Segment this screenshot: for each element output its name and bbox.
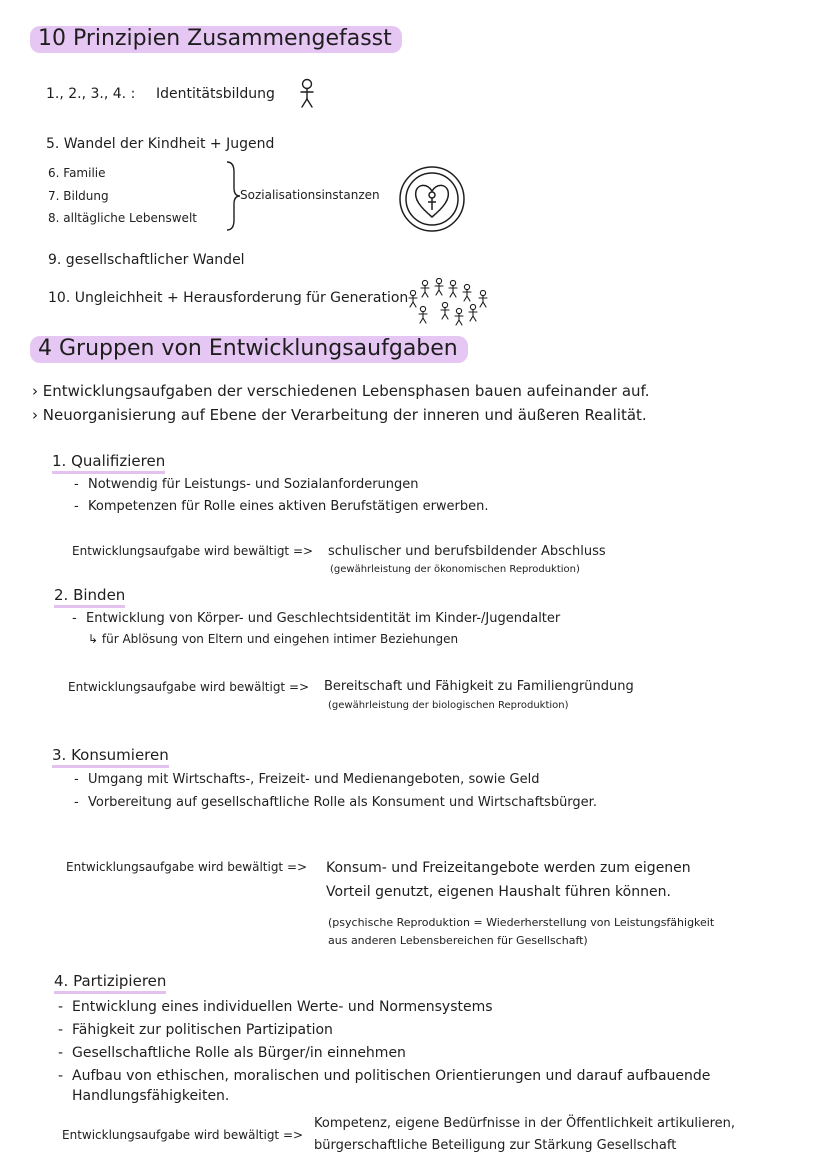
section-3-note-line-1: (psychische Reproduktion = Wiederherstellung von Leistungsfähigkeit [328, 916, 715, 929]
section-title-konsumieren: 3. Konsumieren [52, 746, 169, 768]
principle-7: 7. Bildung [48, 189, 109, 203]
section-3-result-line-2: Vorteil genutzt, eigenen Haushalt führen können. [326, 884, 671, 900]
list-item: - Notwendig für Leistungs- und Sozialanforderungen [74, 474, 489, 496]
list-item: - Vorbereitung auf gesellschaftliche Rolle als Konsument und Wirtschaftsbürger. [74, 791, 597, 814]
section-title-qualifizieren: 1. Qualifizieren [52, 452, 165, 474]
principle-8: 8. alltägliche Lebenswelt [48, 211, 197, 225]
person-icon [296, 78, 318, 110]
bracket-label: Sozialisationsinstanzen [240, 188, 380, 202]
list-item: - Umgang mit Wirtschafts-, Freizeit- und Medienangeboten, sowie Geld [74, 768, 597, 791]
section-1-note: (gewährleistung der ökonomischen Reproduktion) [330, 564, 580, 575]
principle-10: 10. Ungleichheit + Herausforderung für Generation [48, 290, 409, 306]
list-item: - Fähigkeit zur politischen Partizipation [58, 1019, 710, 1042]
principle-1-4: 1., 2., 3., 4. : [46, 86, 136, 102]
list-item: - Gesellschaftliche Rolle als Bürger/in einnehmen [58, 1042, 710, 1065]
principle-6: 6. Familie [48, 166, 106, 180]
section-3-result-line-1: Konsum- und Freizeitangebote werden zum eigenen [326, 860, 691, 876]
section-4-bullets [58, 996, 710, 1088]
section-title-partizipieren: 4. Partizipieren [54, 972, 166, 994]
section-2-sub: ↳ für Ablösung von Eltern und eingehen intimer Beziehungen [88, 632, 459, 646]
section-2-result: Bereitschaft und Fähigkeit zu Familiengründung [324, 679, 634, 694]
list-item: - Aufbau von ethischen, moralischen und politischen Orientierungen und darauf aufbauende [58, 1065, 710, 1088]
section-1-bullets [74, 474, 489, 518]
section-2-note: (gewährleistung der biologischen Reproduktion) [328, 700, 569, 711]
list-item: - Kompetenzen für Rolle eines aktiven Berufstätigen erwerben. [74, 496, 489, 518]
section-4-continuation: Handlungsfähigkeiten. [72, 1088, 230, 1104]
heading-prinzipien: 10 Prinzipien Zusammengefasst [30, 26, 402, 53]
list-item: - Entwicklung eines individuellen Werte- und Normensystems [58, 996, 710, 1019]
section-3-bullets [74, 768, 597, 814]
intro-line-2-text: Neuorganisierung auf Ebene der Verarbeitung der inneren und äußeren Realität. [42, 406, 647, 424]
principle-9: 9. gesellschaftlicher Wandel [48, 252, 245, 268]
heart-badge-icon [398, 165, 466, 233]
section-4-result-line-1: Kompetenz, eigene Bedürfnisse in der Öffentlichkeit artikulieren, [314, 1116, 736, 1131]
principle-5: 5. Wandel der Kindheit + Jugend [46, 136, 275, 152]
section-3-note-line-2: aus anderen Lebensbereichen für Gesellschaft) [328, 934, 588, 947]
mastered-label: Entwicklungsaufgabe wird bewältigt => [68, 680, 310, 694]
heading-entwicklungsaufgaben: 4 Gruppen von Entwicklungsaufgaben [30, 336, 468, 363]
people-group-icon [404, 278, 496, 330]
mastered-label: Entwicklungsaufgabe wird bewältigt => [66, 860, 308, 874]
intro-line-2: › Neuorganisierung auf Ebene der Verarbeitung der inneren und äußeren Realität. [32, 406, 647, 424]
list-item: - Entwicklung von Körper- und Geschlechtsidentität im Kinder-/Jugendalter [72, 608, 560, 630]
intro-line-1-text: Entwicklungsaufgaben der verschiedenen Lebensphasen bauen aufeinander auf. [42, 382, 650, 400]
section-title-binden: 2. Binden [54, 586, 125, 608]
section-1-result: schulischer und berufsbildender Abschluss [328, 544, 606, 559]
section-2-bullets [72, 608, 560, 630]
section-4-result-line-2: bürgerschaftliche Beteiligung zur Stärkung Gesellschaft [314, 1138, 677, 1153]
intro-line-1: › Entwicklungsaufgaben der verschiedenen Lebensphasen bauen aufeinander auf. [32, 382, 650, 400]
principle-1-4-label: Identitätsbildung [156, 86, 275, 102]
mastered-label: Entwicklungsaufgabe wird bewältigt => [62, 1128, 304, 1142]
mastered-label: Entwicklungsaufgabe wird bewältigt => [72, 544, 314, 558]
